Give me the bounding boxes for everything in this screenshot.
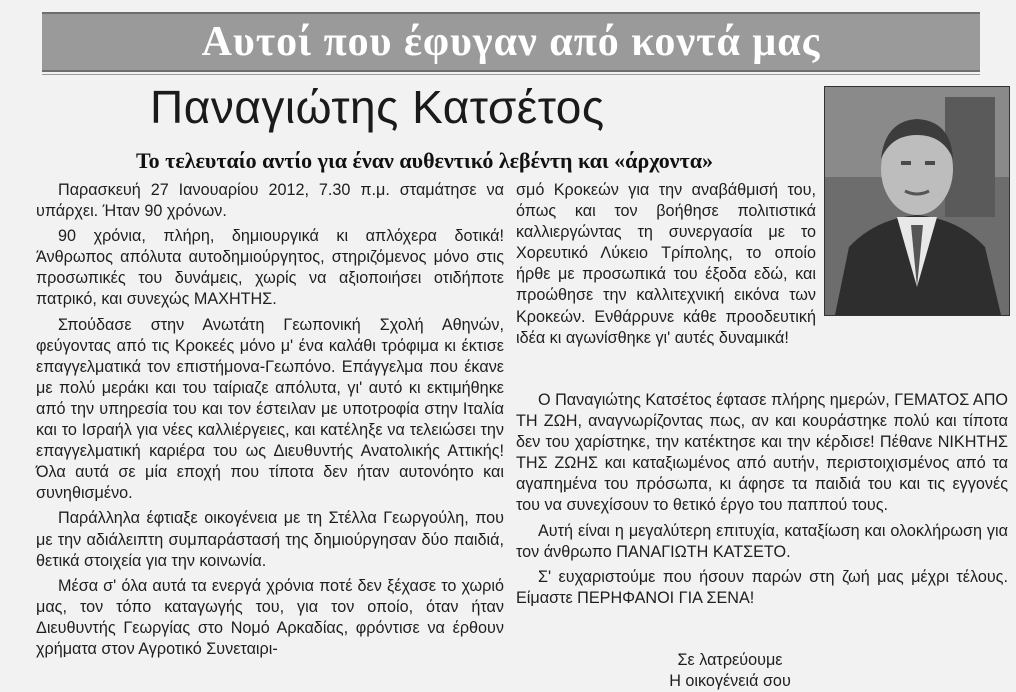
paragraph: Σπούδασε στην Ανωτάτη Γεωπονική Σχολή Αθηνών, φεύγοντας από τις Κροκεές μόνο μ' ένα καλάθι τρόφιμα κι έκτισε επαγγελματικά τον επιστήμονα-Γεωπόνο. Επάγγελμα που έκανε με πολύ μεράκι και του ταίριαζε απόλυτα, γι' αυτό κι εκτιμήθηκε από την υπηρεσία του και τον έστειλαν με υποτροφία στην Ιταλία και το Ισραήλ για νέες καλλιέργειες, και κατέληξε να τελειώσει την επαγγελματική καριέρα του ως Διευθυντής Ανατολικής Αττικής! Όλα αυτά σε μία εποχή που τίποτα δεν ήταν αυτονόητο και συνηθισμένο. <box>36 315 504 503</box>
divider <box>42 74 980 75</box>
signature-line-2: Η οικογένειά σου <box>669 672 791 690</box>
article-subtitle: Το τελευταίο αντίο για έναν αυθεντικό λεβέντη και «άρχοντα» <box>136 148 713 173</box>
paragraph: Αυτή είναι η μεγαλύτερη επιτυχία, καταξίωση και ολοκλήρωση για τον άνθρωπο ΠΑΝΑΓΙΩΤΗ ΚΑΤΣΕΤΟ. <box>516 521 1008 561</box>
paragraph: Σ' ευχαριστούμε που ήσουν παρών στη ζωή μας μέχρι τέλους. Είμαστε ΠΕΡΗΦΑΝΟΙ ΓΙΑ ΣΕΝΑ! <box>516 567 1008 607</box>
paragraph: Παράλληλα έφτιαξε οικογένεια με τη Στέλλα Γεωργούλη, που με την αδιάλειπτη συμπαράστασή της δημιούργησαν δύο παιδιά, θετικά στοιχεία για την κοινωνία. <box>36 509 504 570</box>
article-headline: Παναγιώτης Κατσέτος <box>150 81 605 133</box>
paragraph: Ο Παναγιώτης Κατσέτος έφτασε πλήρης ημερών, ΓΕΜΑΤΟΣ ΑΠΟ ΤΗ ΖΩΗ, αναγνωρίζοντας πως, αν και κουράστηκε πολύ και τίποτα δεν του χαρίστηκε, την κατέκτησε και την κέρδισε! Πέθανε ΝΙΚΗΤΗΣ ΤΗΣ ΖΩΗΣ και καταξιωμένος από αυτήν, περιστοιχισμένος από τα αγαπημένα του πρόσωπα, κι άφησε τα παιδιά του και τις εγγονές του να συνεχίσουν το θετικό έργο του παππού τους. <box>516 391 1008 515</box>
banner-title: Αυτοί που έφυγαν από κοντά μας <box>201 19 821 65</box>
article-column-2 <box>516 180 816 353</box>
section-banner <box>42 12 980 72</box>
portrait-photo <box>824 86 1010 316</box>
signature-line-1: Σε λατρεύουμε <box>677 651 783 669</box>
signature <box>600 650 860 692</box>
paragraph-continued: σμό Κροκεών για την αναβάθμισή του, όπως και τον βοήθησε πολιτιστικά καλλιεργώντας τη συνεργασία με το Χορευτικό Λύκειο Τρίπολης, το οποίο ήρθε με προσωπικά του έξοδα εδώ, και προώθησε την καλλιτεχνική εικόνα των Κροκεών. Ενθάρρυνε κάθε προοδευτική ιδέα κι αγωνίσθηκε γι' αυτές δυναμικά! <box>516 181 816 347</box>
paragraph: Παρασκευή 27 Ιανουαρίου 2012, 7.30 π.μ. σταμάτησε να υπάρχει. Ήταν 90 χρόνων. <box>36 181 504 221</box>
portrait-illustration <box>825 87 1009 315</box>
paragraph: Μέσα σ' όλα αυτά τα ενεργά χρόνια ποτέ δεν ξέχασε το χωριό μας, τον τόπο καταγωγής του, για τον οποίο, όταν ήταν Διευθυντής Γεωργίας στο Νομό Αρκαδίας, φρόντισε να έρθουν χρήματα στον Αγροτικό Συνεταιρι- <box>36 576 504 658</box>
article-column-1 <box>36 180 504 664</box>
paragraph: 90 χρόνια, πλήρη, δημιουργικά κι απλόχερα δοτικά! Άνθρωπος απόλυτα αυτοδημιούργητος, στηριζόμενος μόνο στις προσωπικές του δυνάμεις, χωρίς να αξιοποιήσει οτιδήποτε πατρικό, και συνεχώς ΜΑΧΗΤΗΣ. <box>36 227 504 309</box>
article-column-2-lower <box>516 390 1008 613</box>
